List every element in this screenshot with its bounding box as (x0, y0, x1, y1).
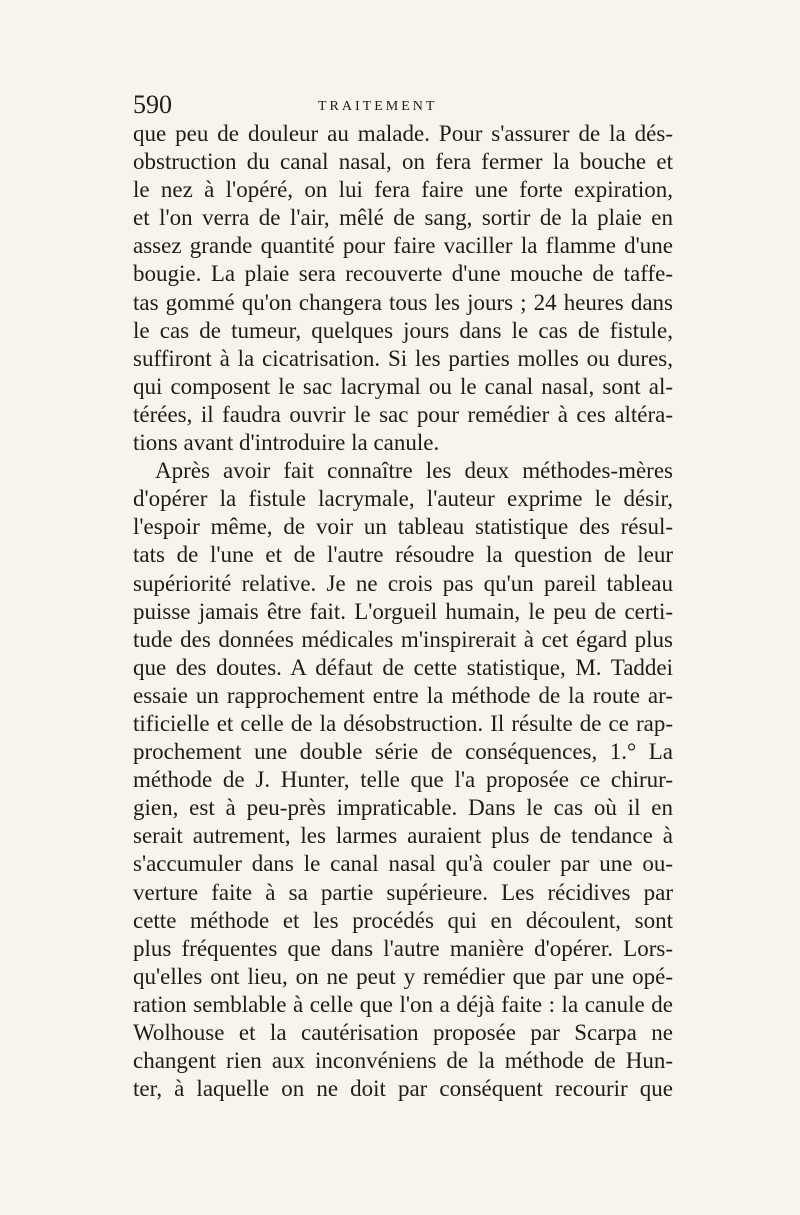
text-line: changent rien aux inconvéniens de la méthode de Hun- (133, 1048, 673, 1074)
running-title: TRAITEMENT (318, 99, 438, 114)
text-line: cette méthode et les procédés qui en découlent, sont (133, 907, 673, 933)
text-line: Wolhouse et la cautérisation proposée par Scarpa ne (133, 1020, 673, 1045)
text-line: ter, à laquelle on ne doit par conséquent recourir que (133, 1076, 673, 1102)
text-line: obstruction du canal nasal, on fera fermer la bouche et (133, 149, 673, 175)
text-line: tats de l'une et de l'autre résoudre la question de leur (133, 542, 673, 568)
text-line: tificielle et celle de la désobstruction. Il résulte de ce rap- (133, 710, 673, 736)
text-line: puisse jamais être fait. L'orgueil humain, le peu de certi- (133, 598, 673, 624)
text-line: d'opérer la fistule lacrymale, l'auteur exprime le désir, (133, 486, 673, 512)
text-line: prochement une double série de conséquences, 1.° La (133, 739, 673, 765)
text-line: s'accumuler dans le canal nasal qu'à couler par une ou- (133, 851, 673, 877)
text-line: suffiront à la cicatrisation. Si les parties molles ou dures, (133, 345, 673, 371)
text-line: tude des données médicales m'inspirerait à cet égard plus (133, 626, 673, 652)
text-line: supériorité relative. Je ne crois pas qu'un pareil tableau (133, 570, 673, 596)
text-line: verture faite à sa partie supérieure. Les récidives par (133, 879, 673, 905)
text-line: tions avant d'introduire la canule. (133, 430, 440, 456)
body-text (133, 120, 673, 1103)
text-line: le nez à l'opéré, on lui fera faire une forte expiration, (133, 177, 673, 203)
text-line: et l'on verra de l'air, mêlé de sang, sortir de la plaie en (133, 205, 673, 231)
text-line: méthode de J. Hunter, telle que l'a proposée ce chirur- (133, 767, 673, 793)
text-line: bougie. La plaie sera recouverte d'une mouche de taffe- (133, 261, 673, 287)
page-header (133, 88, 673, 122)
text-line: essaie un rapprochement entre la méthode de la route ar- (133, 682, 673, 708)
text-line: tas gommé qu'on changera tous les jours ; 24 heures dans (133, 289, 673, 315)
paragraph-start-line: Après avoir fait connaître les deux méthodes-mères (155, 458, 673, 484)
text-line: qui composent le sac lacrymal ou le canal nasal, sont al- (133, 373, 673, 399)
text-line: que des doutes. A défaut de cette statistique, M. Taddei (133, 654, 673, 680)
text-line: gien, est à peu-près impraticable. Dans le cas où il en (133, 795, 673, 821)
text-line: ration semblable à celle que l'on a déjà faite : la canule de (133, 991, 673, 1017)
text-line: l'espoir même, de voir un tableau statistique des résul- (133, 514, 673, 540)
page-number: 590 (133, 90, 172, 119)
text-line: plus fréquentes que dans l'autre manière d'opérer. Lors- (133, 935, 673, 961)
text-line: qu'elles ont lieu, on ne peut y remédier que par une opé- (133, 963, 673, 989)
text-line: que peu de douleur au malade. Pour s'assurer de la dés- (133, 121, 673, 146)
text-line: serait autrement, les larmes auraient plus de tendance à (133, 823, 673, 849)
text-line: le cas de tumeur, quelques jours dans le cas de fistule, (133, 317, 673, 343)
text-line: assez grande quantité pour faire vaciller la flamme d'une (133, 233, 673, 259)
text-line: térées, il faudra ouvrir le sac pour remédier à ces altéra- (133, 401, 673, 427)
